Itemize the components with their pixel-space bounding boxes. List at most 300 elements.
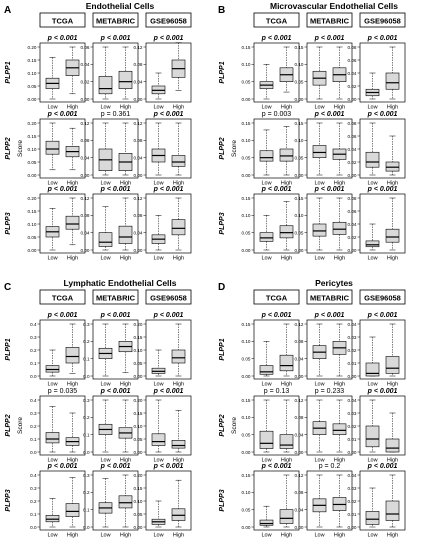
x-tick-label-low: Low [153, 532, 164, 539]
p-value: p < 0.001 [153, 463, 184, 470]
box-low [260, 233, 273, 242]
x-tick-label-high: High [386, 457, 399, 464]
y-tick-label: 0.20 [133, 397, 143, 403]
y-tick-label: 0.10 [241, 490, 251, 496]
p-value: p < 0.001 [100, 388, 131, 395]
y-tick-label: 0.2 [30, 498, 37, 504]
x-tick-label-low: Low [367, 255, 378, 262]
x-tick-label-high: High [119, 532, 132, 539]
y-tick-label: 0.10 [27, 146, 37, 152]
x-tick-label-high: High [119, 457, 132, 464]
gene-label-plpp2: PLPP2 [219, 414, 226, 437]
plot-frame [254, 194, 299, 253]
box-low [366, 241, 379, 247]
x-tick-label-low: Low [100, 457, 111, 464]
panel-title: Microvascular Endothelial Cells [269, 1, 399, 11]
box-low [260, 151, 273, 161]
y-tick-label: 0.1 [83, 432, 90, 438]
plot-frame [254, 119, 299, 178]
y-tick-label: 0.06 [80, 44, 90, 50]
x-tick-label-high: High [280, 381, 293, 388]
y-tick-label: 0.06 [347, 57, 357, 63]
p-value: p = 0.035 [47, 388, 78, 395]
box-high [66, 216, 79, 229]
y-tick-label: 0.00 [241, 373, 251, 379]
box-high [172, 156, 185, 167]
y-tick-label: 0.05 [27, 83, 37, 89]
p-value: p < 0.001 [367, 111, 398, 118]
y-tick-label: 0.08 [294, 415, 304, 421]
y-tick-label: 0.2 [83, 415, 90, 421]
y-tick-label: 0.04 [133, 79, 143, 85]
box-high [386, 357, 399, 374]
y-tick-label: 0.00 [133, 524, 143, 530]
p-value: p < 0.001 [367, 186, 398, 193]
y-tick-label: 0.05 [27, 234, 37, 240]
y-tick-label: 0.15 [27, 57, 37, 63]
y-tick-label: 0.10 [27, 70, 37, 76]
box-high [172, 220, 185, 235]
box-high [280, 149, 293, 161]
box-low [46, 433, 59, 443]
x-tick-label-low: Low [153, 457, 164, 464]
y-tick-label: 0.15 [241, 120, 251, 126]
column-header-gse96058: GSE96058 [150, 16, 187, 26]
y-tick-label: 0.04 [347, 397, 357, 403]
y-tick-label: 0.01 [347, 511, 357, 517]
y-tick-label: 0.00 [241, 247, 251, 253]
x-tick-label-low: Low [100, 180, 111, 187]
p-value: p = 0.2 [318, 463, 341, 470]
x-tick-label-low: Low [314, 381, 325, 388]
y-tick-label: 0.10 [294, 138, 304, 144]
x-tick-label-high: High [66, 255, 79, 262]
p-value: p < 0.001 [367, 463, 398, 470]
y-tick-label: 0.00 [294, 373, 304, 379]
y-tick-label: 0.00 [27, 96, 37, 102]
column-header-metabric: METABRIC [309, 293, 350, 303]
y-tick-label: 0.05 [241, 356, 251, 362]
y-tick-label: 0.04 [133, 155, 143, 161]
p-value: p < 0.001 [47, 186, 78, 193]
x-tick-label-high: High [66, 381, 79, 388]
p-value: p < 0.001 [100, 463, 131, 470]
y-tick-label: 0.02 [347, 347, 357, 353]
box-high [119, 71, 132, 88]
y-tick-label: 0.08 [294, 339, 304, 345]
box-high [119, 496, 132, 508]
y-tick-label: 0.15 [27, 208, 37, 214]
y-tick-label: 0.00 [347, 524, 357, 530]
y-tick-label: 0.00 [294, 96, 304, 102]
y-axis-label: Score [231, 140, 238, 157]
p-value: p < 0.001 [261, 35, 292, 42]
y-tick-label: 0.04 [347, 70, 357, 76]
y-tick-label: 0.20 [133, 472, 143, 478]
box-high [386, 229, 399, 242]
x-tick-label-low: Low [47, 104, 58, 111]
y-tick-label: 0.10 [133, 423, 143, 429]
y-tick-label: 0.2 [83, 339, 90, 345]
y-tick-label: 0.04 [294, 432, 304, 438]
box-high [119, 226, 132, 243]
p-value: p < 0.001 [47, 111, 78, 118]
y-tick-label: 0.12 [294, 472, 304, 478]
box-high [280, 510, 293, 524]
y-tick-label: 0.03 [347, 485, 357, 491]
y-tick-label: 0.08 [80, 138, 90, 144]
box-low [366, 511, 379, 524]
p-value: p = 0.13 [263, 388, 290, 395]
panel-b [218, 1, 405, 262]
y-tick-label: 0.00 [241, 96, 251, 102]
p-value: p < 0.001 [153, 312, 184, 319]
p-value: p = 0.233 [314, 388, 345, 395]
gene-label-plpp1: PLPP1 [219, 61, 226, 84]
y-axis-label: Score [231, 417, 238, 434]
box-low [46, 515, 59, 522]
x-tick-label-high: High [333, 457, 346, 464]
p-value: p < 0.001 [100, 35, 131, 42]
x-tick-label-high: High [66, 532, 79, 539]
x-tick-label-low: Low [367, 180, 378, 187]
p-value: p < 0.001 [153, 111, 184, 118]
box-low [46, 366, 59, 373]
box-low [313, 224, 326, 236]
x-tick-label-high: High [280, 104, 293, 111]
panel-letter: B [218, 5, 226, 16]
y-tick-label: 0.3 [83, 472, 90, 478]
y-tick-label: 0.4 [30, 397, 37, 403]
y-tick-label: 0.08 [294, 490, 304, 496]
y-tick-label: 0.00 [294, 524, 304, 530]
y-tick-label: 0.05 [133, 436, 143, 442]
box-low [366, 152, 379, 167]
y-axis-label: Score [17, 417, 24, 434]
y-tick-label: 0.15 [294, 44, 304, 50]
p-value: p < 0.001 [314, 312, 345, 319]
y-tick-label: 0.10 [27, 221, 37, 227]
y-tick-label: 0.08 [133, 138, 143, 144]
y-tick-label: 0.12 [133, 44, 143, 50]
y-tick-label: 0.10 [241, 213, 251, 219]
y-tick-label: 0.00 [294, 172, 304, 178]
y-tick-label: 0.2 [30, 347, 37, 353]
x-tick-label-low: Low [153, 104, 164, 111]
x-tick-label-high: High [280, 255, 293, 262]
x-tick-label-low: Low [261, 255, 272, 262]
y-tick-label: 0.12 [133, 195, 143, 201]
y-tick-label: 0.06 [347, 133, 357, 139]
panel-c [4, 278, 191, 539]
x-tick-label-low: Low [100, 532, 111, 539]
x-tick-label-low: Low [367, 381, 378, 388]
y-tick-label: 0.15 [241, 397, 251, 403]
y-tick-label: 0.04 [294, 507, 304, 513]
y-tick-label: 0.10 [294, 213, 304, 219]
y-tick-label: 0.04 [347, 146, 357, 152]
y-tick-label: 0.20 [27, 120, 37, 126]
y-tick-label: 0.1 [30, 436, 37, 442]
y-tick-label: 0.04 [80, 62, 90, 68]
column-header-metabric: METABRIC [95, 293, 136, 303]
x-tick-label-low: Low [314, 104, 325, 111]
y-tick-label: 0.02 [80, 79, 90, 85]
y-tick-label: 0.00 [133, 96, 143, 102]
y-tick-label: 0.00 [133, 373, 143, 379]
x-tick-label-low: Low [100, 104, 111, 111]
y-tick-label: 0.4 [30, 321, 37, 327]
y-tick-label: 0.00 [294, 247, 304, 253]
y-tick-label: 0.04 [80, 155, 90, 161]
gene-label-plpp1: PLPP1 [5, 338, 12, 361]
y-tick-label: 0.02 [347, 498, 357, 504]
box-low [99, 76, 112, 93]
y-tick-label: 0.0 [83, 373, 90, 379]
x-tick-label-low: Low [47, 381, 58, 388]
y-tick-label: 0.3 [30, 410, 37, 416]
y-tick-label: 0.4 [30, 472, 37, 478]
box-high [386, 439, 399, 452]
x-tick-label-high: High [172, 532, 185, 539]
y-tick-label: 0.2 [83, 490, 90, 496]
y-tick-label: 0.1 [83, 507, 90, 513]
y-tick-label: 0.05 [294, 155, 304, 161]
box-high [386, 501, 399, 521]
p-value: p < 0.001 [153, 388, 184, 395]
p-value: p < 0.001 [261, 312, 292, 319]
y-tick-label: 0.15 [294, 120, 304, 126]
y-tick-label: 0.10 [241, 138, 251, 144]
y-tick-label: 0.1 [30, 360, 37, 366]
y-tick-label: 0.04 [347, 472, 357, 478]
y-tick-label: 0.08 [133, 213, 143, 219]
box-high [333, 424, 346, 435]
y-tick-label: 0.04 [347, 321, 357, 327]
box-high [280, 226, 293, 238]
x-tick-label-high: High [333, 381, 346, 388]
y-tick-label: 0.2 [30, 423, 37, 429]
y-tick-label: 0.10 [241, 339, 251, 345]
box-low [46, 141, 59, 154]
x-tick-label-high: High [119, 255, 132, 262]
x-tick-label-high: High [386, 381, 399, 388]
y-axis-label: Score [17, 140, 24, 157]
x-tick-label-low: Low [367, 104, 378, 111]
box-high [172, 509, 185, 521]
p-value: p = 0.003 [261, 111, 292, 118]
p-value: p < 0.001 [153, 186, 184, 193]
y-tick-label: 0.00 [80, 172, 90, 178]
gene-label-plpp2: PLPP2 [5, 137, 12, 160]
y-tick-label: 0.12 [294, 321, 304, 327]
y-tick-label: 0.01 [347, 436, 357, 442]
box-high [172, 440, 185, 448]
y-tick-label: 0.01 [347, 360, 357, 366]
x-tick-label-high: High [172, 381, 185, 388]
plot-frame [146, 119, 191, 178]
box-high [172, 350, 185, 363]
y-tick-label: 0.04 [294, 356, 304, 362]
y-tick-label: 0.08 [80, 213, 90, 219]
y-tick-label: 0.15 [133, 485, 143, 491]
x-tick-label-low: Low [314, 532, 325, 539]
box-low [260, 520, 273, 525]
y-tick-label: 0.05 [241, 79, 251, 85]
gene-label-plpp2: PLPP2 [5, 414, 12, 437]
x-tick-label-low: Low [261, 457, 272, 464]
y-tick-label: 0.02 [347, 234, 357, 240]
column-header-gse96058: GSE96058 [364, 293, 401, 303]
panel-d [218, 278, 405, 539]
y-tick-label: 0.15 [133, 410, 143, 416]
y-tick-label: 0.0 [83, 449, 90, 455]
y-tick-label: 0.04 [347, 221, 357, 227]
x-tick-label-high: High [119, 180, 132, 187]
y-tick-label: 0.05 [294, 79, 304, 85]
y-tick-label: 0.00 [27, 172, 37, 178]
x-tick-label-low: Low [153, 255, 164, 262]
x-tick-label-high: High [172, 457, 185, 464]
x-tick-label-low: Low [47, 457, 58, 464]
column-header-gse96058: GSE96058 [150, 293, 187, 303]
x-tick-label-low: Low [47, 255, 58, 262]
box-high [386, 73, 399, 89]
p-value: p < 0.001 [47, 463, 78, 470]
x-tick-label-high: High [280, 180, 293, 187]
box-low [313, 146, 326, 158]
y-tick-label: 0.15 [294, 195, 304, 201]
x-tick-label-high: High [333, 104, 346, 111]
x-tick-label-low: Low [367, 532, 378, 539]
y-tick-label: 0.00 [241, 449, 251, 455]
y-tick-label: 0.3 [30, 334, 37, 340]
y-tick-label: 0.05 [133, 360, 143, 366]
y-tick-label: 0.04 [133, 230, 143, 236]
x-tick-label-low: Low [153, 180, 164, 187]
y-tick-label: 0.00 [347, 172, 357, 178]
y-tick-label: 0.10 [133, 347, 143, 353]
x-tick-label-high: High [333, 180, 346, 187]
x-tick-label-high: High [280, 532, 293, 539]
x-tick-label-low: Low [314, 255, 325, 262]
y-tick-label: 0.00 [133, 172, 143, 178]
y-tick-label: 0.0 [83, 524, 90, 530]
column-header-gse96058: GSE96058 [364, 16, 401, 26]
y-tick-label: 0.10 [241, 62, 251, 68]
y-tick-label: 0.00 [347, 373, 357, 379]
gene-label-plpp3: PLPP3 [5, 212, 12, 235]
x-tick-label-high: High [66, 457, 79, 464]
panel-letter: A [4, 5, 12, 16]
panel-title: Lymphatic Endothelial Cells [63, 278, 177, 288]
y-tick-label: 0.00 [294, 449, 304, 455]
y-tick-label: 0.00 [80, 247, 90, 253]
y-tick-label: 0.15 [241, 321, 251, 327]
x-tick-label-low: Low [47, 532, 58, 539]
x-tick-label-high: High [66, 180, 79, 187]
y-tick-label: 0.3 [83, 321, 90, 327]
y-tick-label: 0.0 [30, 524, 37, 530]
x-tick-label-low: Low [100, 381, 111, 388]
x-tick-label-high: High [333, 255, 346, 262]
x-tick-label-high: High [333, 532, 346, 539]
y-tick-label: 0.05 [241, 432, 251, 438]
y-tick-label: 0.00 [241, 524, 251, 530]
x-tick-label-low: Low [47, 180, 58, 187]
box-low [99, 233, 112, 247]
p-value: p < 0.001 [261, 463, 292, 470]
y-tick-label: 0.12 [294, 397, 304, 403]
x-tick-label-low: Low [153, 381, 164, 388]
y-tick-label: 0.15 [241, 195, 251, 201]
y-tick-label: 0.05 [27, 159, 37, 165]
y-tick-label: 0.00 [347, 247, 357, 253]
p-value: p < 0.001 [100, 186, 131, 193]
y-tick-label: 0.0 [30, 449, 37, 455]
column-header-tcga: TCGA [51, 293, 74, 303]
y-tick-label: 0.08 [347, 120, 357, 126]
y-tick-label: 0.05 [133, 511, 143, 517]
box-high [280, 355, 293, 371]
x-tick-label-low: Low [100, 255, 111, 262]
plot-frame [40, 396, 85, 455]
panel-letter: D [218, 282, 226, 293]
y-tick-label: 0.00 [347, 96, 357, 102]
p-value: p < 0.001 [100, 312, 131, 319]
x-tick-label-high: High [66, 104, 79, 111]
p-value: p < 0.001 [314, 111, 345, 118]
box-high [386, 162, 399, 171]
gene-label-plpp3: PLPP3 [219, 212, 226, 235]
y-tick-label: 0.20 [27, 195, 37, 201]
y-tick-label: 0.15 [133, 334, 143, 340]
x-tick-label-high: High [119, 104, 132, 111]
panel-letter: C [4, 282, 12, 293]
box-high [66, 347, 79, 363]
y-tick-label: 0.12 [80, 120, 90, 126]
p-value: p < 0.001 [314, 35, 345, 42]
y-tick-label: 0.20 [27, 44, 37, 50]
y-tick-label: 0.12 [133, 120, 143, 126]
y-tick-label: 0.05 [241, 507, 251, 513]
y-tick-label: 0.3 [30, 485, 37, 491]
panel-title: Pericytes [315, 278, 353, 288]
y-tick-label: 0.05 [241, 155, 251, 161]
box-low [366, 426, 379, 447]
column-header-tcga: TCGA [265, 293, 288, 303]
y-tick-label: 0.03 [347, 334, 357, 340]
y-tick-label: 0.00 [241, 172, 251, 178]
p-value: p < 0.001 [367, 388, 398, 395]
y-tick-label: 0.1 [83, 356, 90, 362]
y-tick-label: 0.06 [347, 208, 357, 214]
x-tick-label-low: Low [261, 532, 272, 539]
column-header-metabric: METABRIC [95, 16, 136, 26]
y-tick-label: 0.08 [347, 195, 357, 201]
y-tick-label: 0.10 [241, 415, 251, 421]
column-header-metabric: METABRIC [309, 16, 350, 26]
column-header-tcga: TCGA [265, 16, 288, 26]
y-tick-label: 0.00 [133, 247, 143, 253]
y-tick-label: 0.00 [133, 449, 143, 455]
x-tick-label-low: Low [314, 457, 325, 464]
gene-label-plpp2: PLPP2 [219, 137, 226, 160]
x-tick-label-low: Low [261, 104, 272, 111]
y-tick-label: 0.08 [133, 62, 143, 68]
gene-label-plpp3: PLPP3 [5, 489, 12, 512]
y-tick-label: 0.10 [133, 498, 143, 504]
